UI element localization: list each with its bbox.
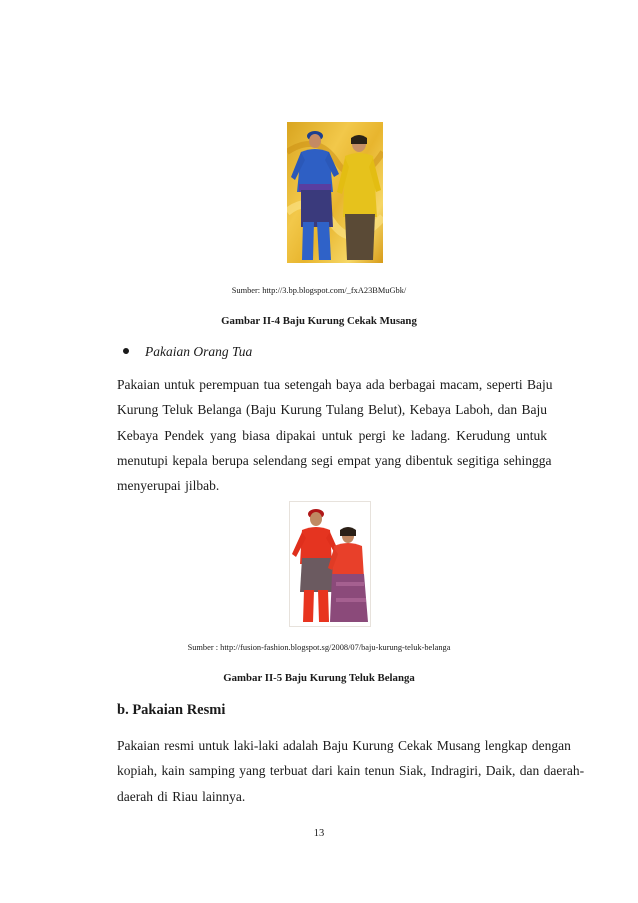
paragraph-line: menyerupai jilbab. [117,478,220,494]
paragraph-line: Pakaian untuk perempuan tua setengah baya ada berbagai macam, seperti Baju [117,377,553,392]
paragraph-line: daerah di Riau lainnya. [117,788,246,804]
figure-1-caption: Gambar II-4 Baju Kurung Cekak Musang [221,315,417,327]
paragraph-2 [117,733,585,809]
bullet-icon [123,348,129,354]
section-heading: b. Pakaian Resmi [117,702,226,718]
figure-1-photo [287,122,383,263]
page-number: 13 [313,828,325,839]
bullet-item [123,344,252,360]
paragraph-line: Kurung Teluk Belanga (Baju Kurung Tulang Belut), Kebaya Laboh, dan Baju [117,402,547,418]
paragraph-1 [117,372,553,498]
figure-2-caption: Gambar II-5 Baju Kurung Teluk Belanga [223,672,415,684]
figure-2-photo [289,501,371,627]
paragraph-line: menutupi kepala berupa selendang segi empat yang dibentuk segitiga sehingga [117,452,552,468]
bullet-text: Pakaian Orang Tua [145,344,253,359]
paragraph-line: Kebaya Pendek yang biasa dipakai untuk pergi ke ladang. Kerudung untuk [117,427,547,443]
figure-1-source: Sumber: http://3.bp.blogspot.com/_fxA23BMuGbk/ [231,286,407,295]
paragraph-line: Pakaian resmi untuk laki-laki adalah Baju Kurung Cekak Musang lengkap dengan [117,738,571,753]
paragraph-line: kopiah, kain samping yang terbuat dari kain tenun Siak, Indragiri, Daik, dan daerah- [117,763,585,779]
figure-2-source: Sumber : http://fusion-fashion.blogspot.sg/2008/07/baju-kurung-teluk-belanga [187,643,451,652]
figure-2-illustration [290,502,370,626]
figure-1-illustration [287,122,383,263]
